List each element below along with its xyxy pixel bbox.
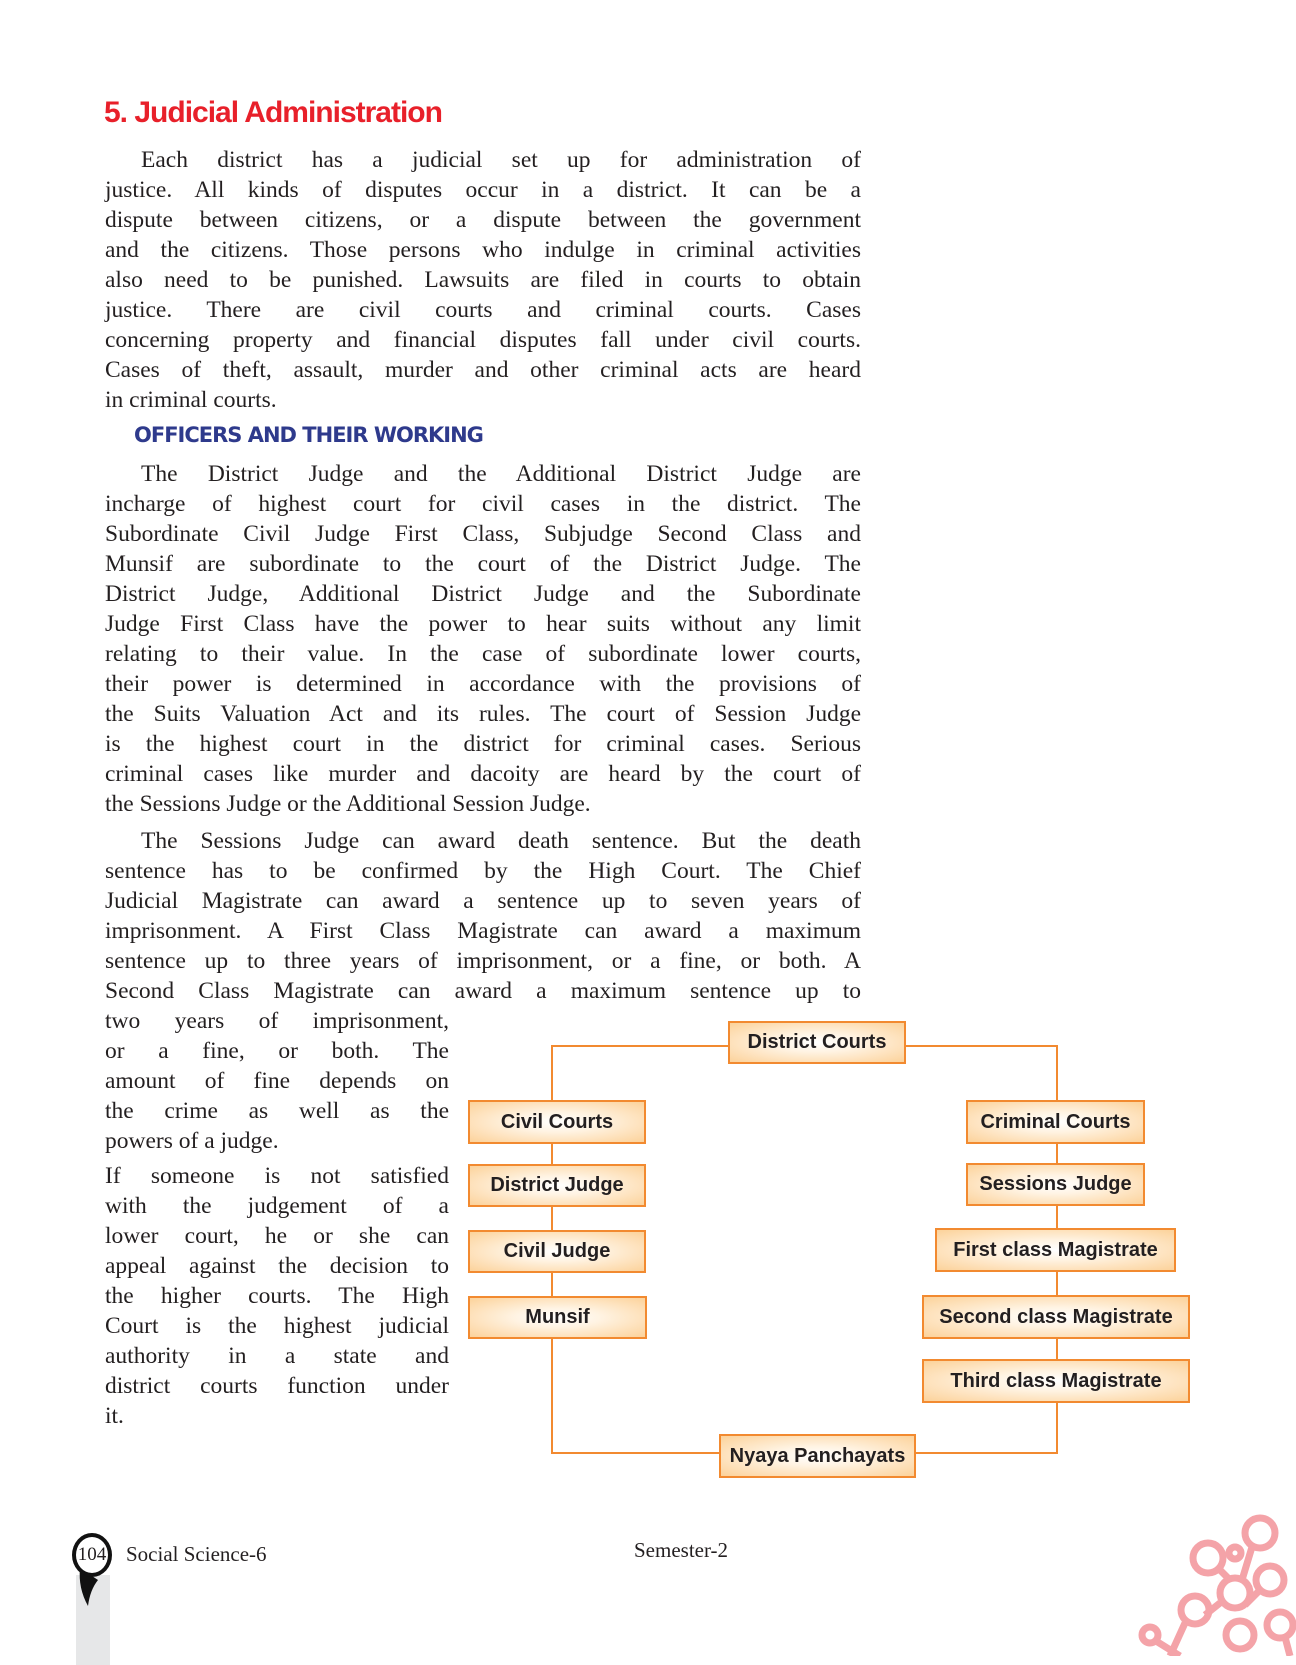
box-second-class-magistrate: Second class Magistrate [922,1295,1190,1339]
text-line: two years of imprisonment, [105,1008,449,1034]
text-line: authority in a state and [105,1343,449,1369]
section-subtitle: OFFICERS AND THEIR WORKING [134,423,483,447]
text-line: incharge of highest court for civil cases in the district. The [105,491,861,517]
text-line: with the judgement of a [105,1193,449,1219]
text-line: the Sessions Judge or the Additional Session Judge. [105,791,591,817]
text-line: Judicial Magistrate can award a sentence up to seven years of [105,888,861,914]
section-title: 5. Judicial Administration [104,96,442,129]
text-line: justice. All kinds of disputes occur in a district. It can be a [105,177,861,203]
connector-root-civil [552,1046,728,1100]
box-civil-judge: Civil Judge [468,1230,646,1273]
footer-semester: Semester-2 [634,1538,729,1562]
text-line: concerning property and financial disputes fall under civil courts. [105,327,861,353]
box-district-courts: District Courts [728,1021,906,1064]
text-line: amount of fine depends on [105,1068,449,1094]
text-line: Subordinate Civil Judge First Class, Subjudge Second Class and [105,521,861,547]
text-line: criminal cases like murder and dacoity are heard by the court of [105,761,861,787]
text-line: justice. There are civil courts and criminal courts. Cases [105,297,861,323]
text-line: The District Judge and the Additional District Judge are [141,461,861,487]
text-line: Second Class Magistrate can award a maximum sentence up to [105,978,861,1004]
text-line: their power is determined in accordance with the provisions of [105,671,861,697]
connector-civil-nyaya [552,1339,719,1453]
footer-book-title: Social Science-6 [126,1542,267,1566]
text-line: the Suits Valuation Act and its rules. The court of Session Judge [105,701,861,727]
molecule-decoration-icon [1120,1505,1296,1656]
text-line: district courts function under [105,1373,449,1399]
text-line: relating to their value. In the case of subordinate lower courts, [105,641,861,667]
text-line: The Sessions Judge can award death sentence. But the death [141,828,861,854]
text-line: Cases of theft, assault, murder and other criminal acts are heard [105,357,861,383]
text-line: sentence up to three years of imprisonment, or a fine, or both. A [105,948,861,974]
connector-criminal-nyaya [916,1403,1057,1453]
text-line: or a fine, or both. The [105,1038,449,1064]
text-line: is the highest court in the district for criminal cases. Serious [105,731,861,757]
text-line: the higher courts. The High [105,1283,449,1309]
box-sessions-judge: Sessions Judge [966,1163,1145,1206]
text-line: powers of a judge. [105,1128,279,1154]
text-line: appeal against the decision to [105,1253,449,1279]
page-number: 104 [72,1533,112,1577]
box-first-class-magistrate: First class Magistrate [935,1228,1176,1272]
text-line: sentence has to be confirmed by the High Court. The Chief [105,858,861,884]
text-line: in criminal courts. [105,387,277,413]
text-line: District Judge, Additional District Judge and the Subordinate [105,581,861,607]
text-line: Court is the highest judicial [105,1313,449,1339]
box-civil-courts: Civil Courts [468,1100,646,1144]
box-district-judge: District Judge [468,1164,646,1207]
box-third-class-magistrate: Third class Magistrate [922,1359,1190,1403]
text-line: and the citizens. Those persons who indulge in criminal activities [105,237,861,263]
text-line: the crime as well as the [105,1098,449,1124]
connector-root-criminal [905,1046,1057,1100]
text-line: Each district has a judicial set up for administration of [141,147,861,173]
text-line: Judge First Class have the power to hear suits without any limit [105,611,861,637]
text-line: lower court, he or she can [105,1223,449,1249]
text-line: Munsif are subordinate to the court of the District Judge. The [105,551,861,577]
box-nyaya-panchayats: Nyaya Panchayats [719,1434,916,1478]
box-criminal-courts: Criminal Courts [966,1100,1145,1144]
text-line: it. [105,1403,124,1429]
text-line: dispute between citizens, or a dispute between the government [105,207,861,233]
text-line: imprisonment. A First Class Magistrate can award a maximum [105,918,861,944]
text-line: also need to be punished. Lawsuits are filed in courts to obtain [105,267,861,293]
box-munsif: Munsif [468,1296,647,1339]
text-line: If someone is not satisfied [105,1163,449,1189]
